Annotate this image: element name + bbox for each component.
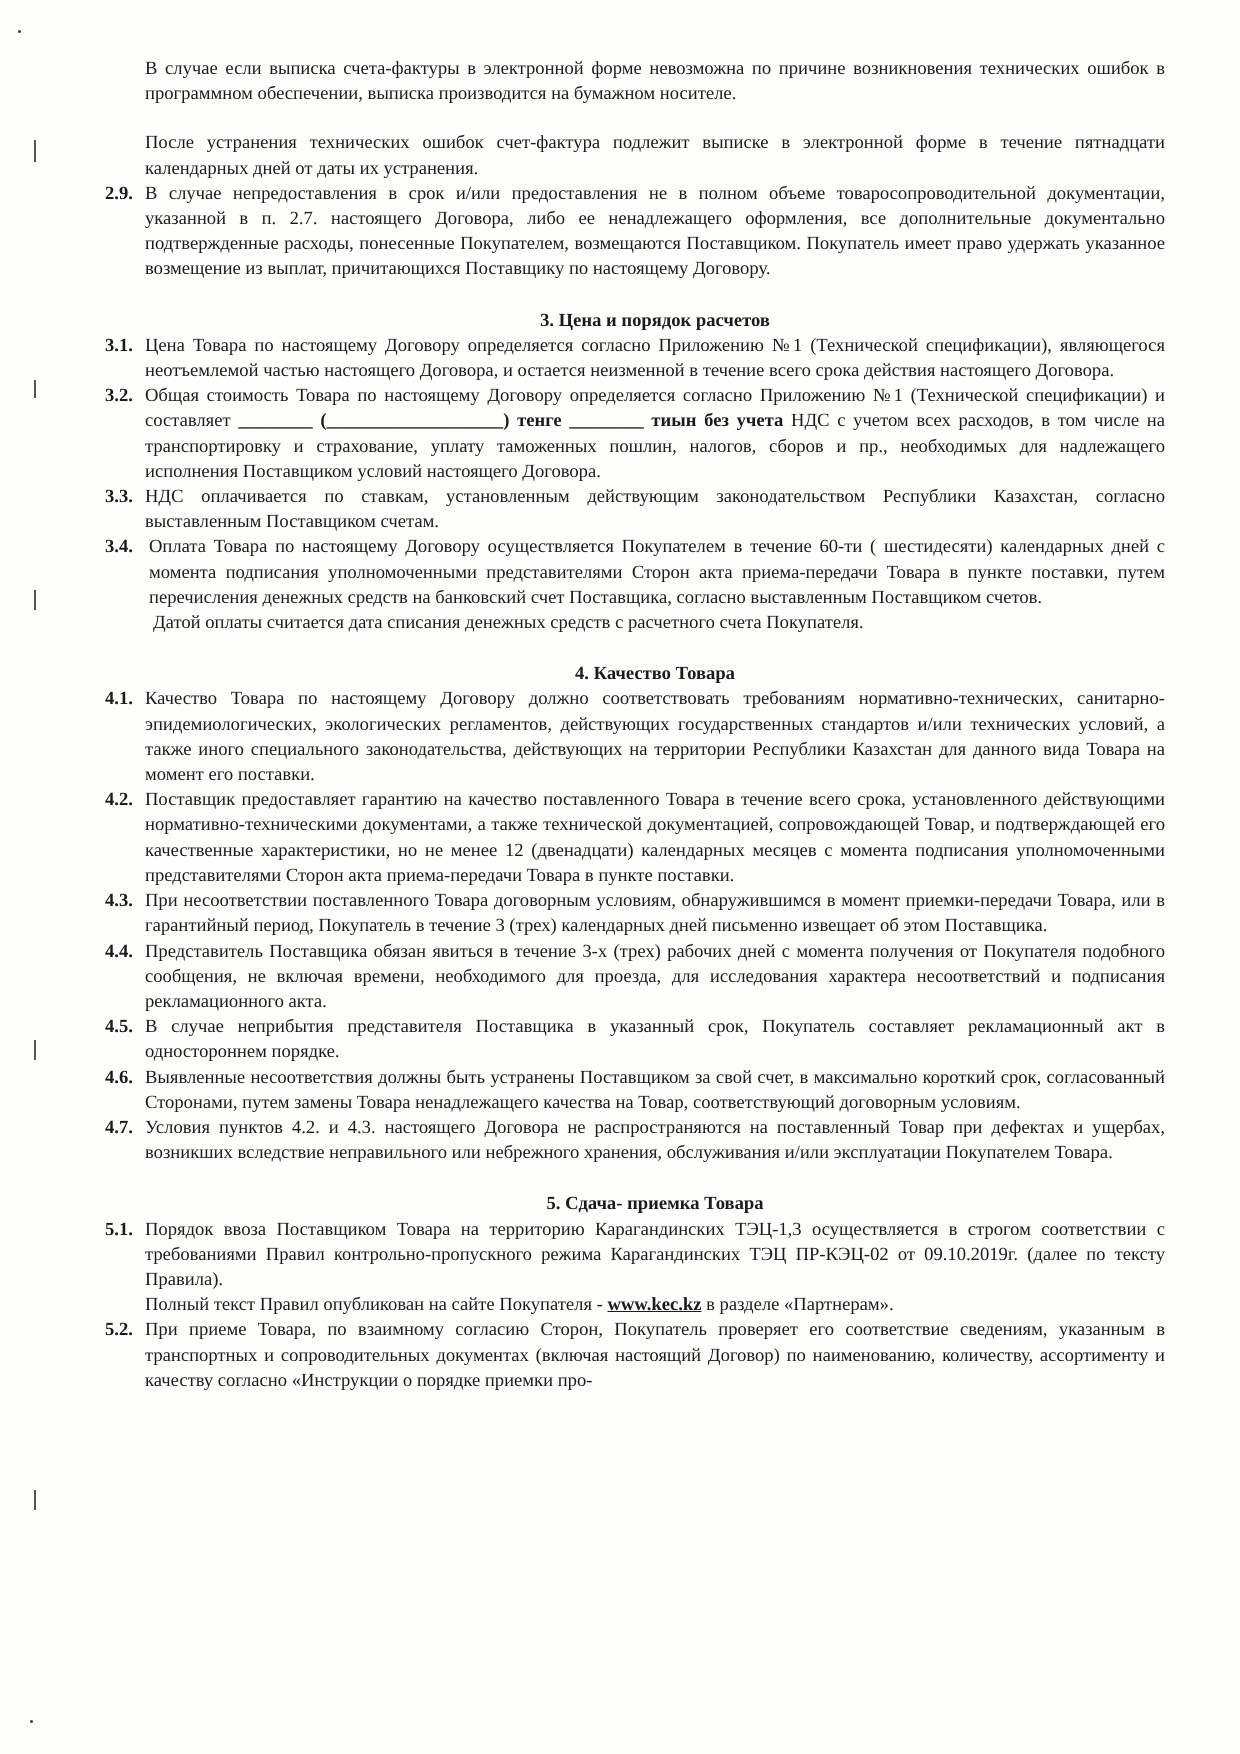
clause-number: 3.2. [105,385,133,407]
clause-text: Порядок ввоза Поставщиком Товара на территорию Карагандинских ТЭЦ-1,3 осуществляется в строгом соответствии с требованиями Правил контрольно-пропускного режима Карагандинских ТЭЦ ПР-КЭЦ-02 от 09.10.2019г. (далее по тексту Правила). [145,1218,1165,1290]
clause-text: При приеме Товара, по взаимному согласию Сторон, Покупатель проверяет его соответствие сведениям, указанным в транспортных и сопроводительных документах (включая настоящий Договор) по наименованию, количеству, ассортименту и качеству согласно «Инструкции о порядке приемки про- [145,1319,1165,1391]
clause-number: 5.1. [105,1218,133,1240]
clause-3-2 [105,383,1165,484]
clause-text-part: НДС с учетом всех расходов, в том числе на транспортировку и страхование, уплату таможенных пошлин, налогов, сборов и пр., необходимых для надлежащего исполнения Поставщиком условий настоящего Договора. [145,410,1165,482]
clause-3-1 [105,333,1165,383]
scan-artifact [30,1720,33,1723]
clause-text: Представитель Поставщика обязан явиться в течение 3-х (трех) рабочих дней с момента получения от Покупателя подобного сообщения, не включая времени, необходимого для проезда, для исследования характера несоответствий и подписания рекламационного акта. [145,940,1165,1012]
price-blank-fields: ________ (___________________) тенге ________ тиын без учета [238,410,784,432]
clause-2-9 [105,181,1165,282]
note-text: в разделе «Партнерам». [701,1294,894,1316]
paragraph-2-8-paper: В случае если выписка счета-фактуры в электронной форме невозможна по причине возникновения технических ошибок в программном обеспечении, выписка производится на бумажном носителе. [145,58,1165,105]
clause-4-7 [105,1115,1165,1165]
clause-text-part: Общая стоимость Товара по настоящему Договору определяется согласно Приложению №1 (Технической спецификации) и составляет [145,385,1165,432]
scan-artifact [18,30,21,33]
section-3-heading: 3. Цена и порядок расчетов [540,309,770,331]
clause-number: 4.6. [105,1066,133,1088]
clause-4-4 [105,939,1165,1015]
clause-text: Качество Товара по настоящему Договору должно соответствовать требованиям нормативно-технических, санитарно-эпидемиологических, экологических регламентов, действующих государственных стандартов и/или технических условий, а также иного специального законодательства, действующих на территории Республики Казахстан для данного вида Товара на момент его поставки. [145,688,1165,786]
clause-5-1 [105,1217,1165,1293]
clause-number: 4.4. [105,940,133,962]
clause-number: 2.9. [105,182,133,204]
clause-4-5 [105,1014,1165,1064]
clause-3-4-note: Датой оплаты считается дата списания денежных средств с расчетного счета Покупателя. [153,612,864,634]
paragraph-2-8-after-fix: После устранения технических ошибок счет-фактура подлежит выписке в электронной форме в течение пятнадцати календарных дней от даты их устранения. [145,132,1165,179]
section-4-heading: 4. Качество Товара [575,663,735,685]
scan-artifact [34,140,36,162]
clause-text: Поставщик предоставляет гарантию на качество поставленного Товара в течение всего срока, установленного действующими нормативно-техническими документами, а также технической документацией, сопровождающей Товар, и подтверждающей его качественные характеристики, но не менее 12 (двенадцати) календарных месяцев с момента подписания уполномоченными представителями Сторон акта приема-передачи Товара в пункте поставки. [145,789,1165,886]
clause-number: 4.2. [105,789,133,811]
clause-5-2 [105,1317,1165,1393]
document-body [105,56,1165,1393]
scan-artifact [34,590,36,610]
clause-number: 4.3. [105,890,133,912]
clause-3-3 [105,484,1165,534]
clause-number: 4.1. [105,688,133,710]
clause-5-1-note [105,1292,1165,1317]
clause-text: В случае непредоставления в срок и/или предоставления не в полном объеме товаросопроводительной документации, указанной в п. 2.7. настоящего Договора, либо ее ненадлежащего оформления, все дополнительные документально подтвержденные расходы, понесенные Покупателем, возмещаются Поставщиком. Покупатель имеет право удержать указанное возмещение из выплат, причитающихся Поставщику по настоящему Договору. [145,182,1165,280]
clause-number: 3.4. [105,536,133,558]
clause-number: 4.7. [105,1116,133,1138]
clause-text: НДС оплачивается по ставкам, установленным действующим законодательством Республики Казахстан, согласно выставленным Поставщиком счетам. [145,486,1165,533]
clause-4-2 [105,787,1165,888]
clause-text: Выявленные несоответствия должны быть устранены Поставщиком за свой счет, в максимально короткий срок, согласованный Сторонами, путем замены Товара ненадлежащего качества на Товар, соответствующий договорным условиям. [145,1066,1165,1113]
clause-3-4 [105,534,1165,610]
clause-number: 4.5. [105,1016,133,1038]
clause-text: В случае неприбытия представителя Поставщика в указанный срок, Покупатель составляет рекламационный акт в одностороннем порядке. [145,1016,1165,1063]
clause-4-1 [105,686,1165,787]
section-5-heading: 5. Сдача- приемка Товара [546,1193,764,1215]
clause-4-6 [105,1065,1165,1115]
clause-text [145,383,1165,484]
scan-artifact [34,1490,36,1510]
clause-text: Оплата Товара по настоящему Договору осуществляется Покупателем в течение 60-ти ( шестидесяти) календарных дней с момента подписания уполномоченными представителями Сторон акта приема-передачи Товара в пункте поставки, путем перечисления денежных средств на банковский счет Поставщика, согласно выставленным Поставщиком счетов. [149,536,1165,608]
clause-text: Условия пунктов 4.2. и 4.3. настоящего Договора не распространяются на поставленный Товар при дефектах и ущербах, возникших вследствие неправильного или небрежного хранения, обслуживания и/или эксплуатации Покупателем Товара. [145,1116,1165,1164]
scan-artifact [34,1040,36,1060]
note-text: Полный текст Правил опубликован на сайте Покупателя - [145,1294,608,1316]
clause-text: При несоответствии поставленного Товара договорным условиям, обнаружившимся в момент приемки-передачи Товара, или в гарантийный период, Покупатель в течение 3 (трех) календарных дней письменно извещает об этом Поставщика. [145,890,1165,937]
clause-number: 3.1. [105,334,133,356]
clause-number: 3.3. [105,486,133,508]
scan-artifact [34,380,36,398]
website-link[interactable]: www.kec.kz [607,1294,702,1316]
clause-text: Цена Товара по настоящему Договору определяется согласно Приложению №1 (Технической спецификации), являющегося неотъемлемой частью настоящего Договора, и остается неизменной в течение всего срока действия настоящего Договора. [145,334,1165,382]
clause-4-3 [105,888,1165,938]
clause-number: 5.2. [105,1319,133,1341]
